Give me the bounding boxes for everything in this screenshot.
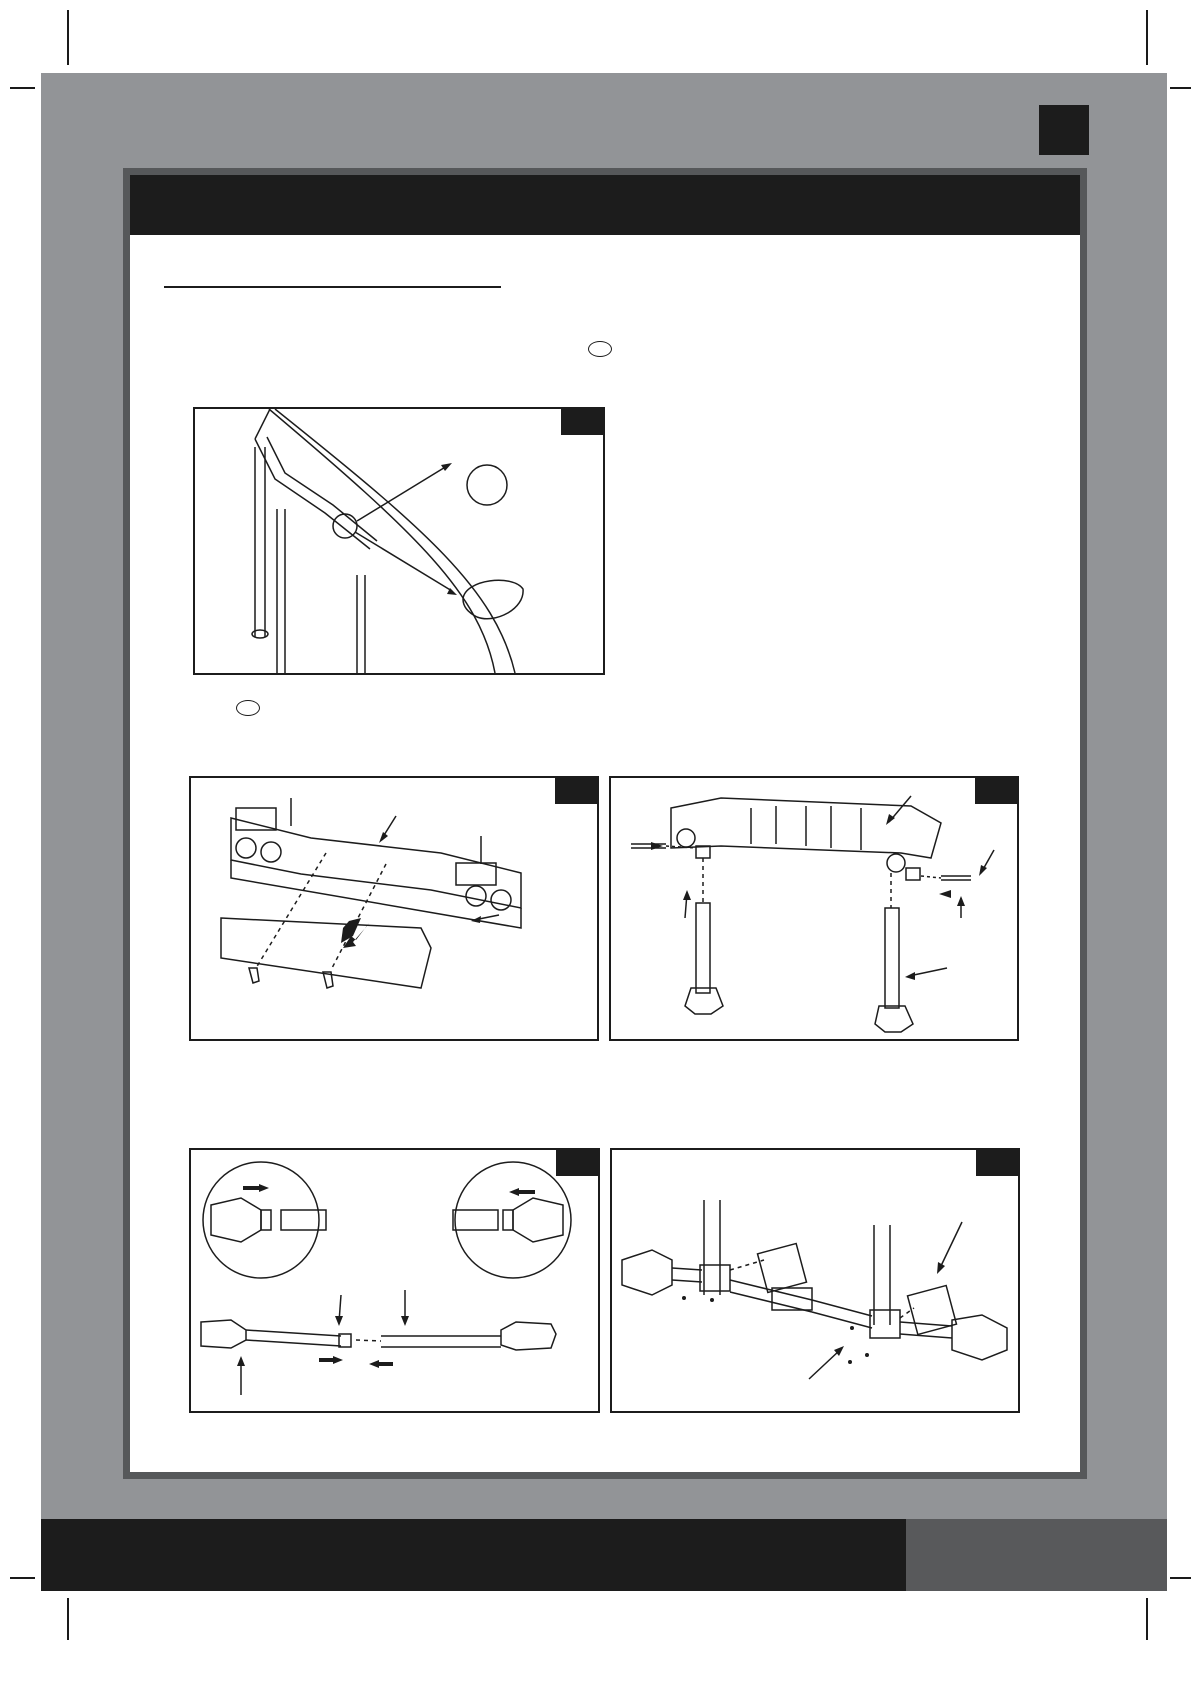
crop-mark-bottom-right-h: [1170, 1577, 1191, 1579]
figure-5-illustration: [612, 1150, 1018, 1411]
figure-3-illustration: [611, 778, 1017, 1039]
figure-2-illustration: [191, 778, 597, 1039]
instruction-step-3: [164, 1078, 664, 1098]
crop-mark-top-right-h: [1170, 87, 1191, 89]
footer-bar: [41, 1519, 906, 1591]
figure-1-illustration: [195, 409, 603, 673]
figure-5: [610, 1148, 1020, 1413]
crop-mark-top-right-v: [1146, 10, 1148, 65]
part-oval-icon-2: [236, 700, 260, 716]
instruction-step-1: [164, 338, 584, 358]
part-oval-icon: [588, 341, 612, 357]
figure-4: [189, 1148, 600, 1413]
crop-mark-top-left-h: [10, 87, 35, 89]
figure-3: [609, 776, 1019, 1041]
crop-mark-bottom-left-v: [67, 1598, 69, 1640]
crop-mark-bottom-right-v: [1146, 1598, 1148, 1640]
instruction-step-2: [164, 697, 224, 717]
page-number: [1039, 105, 1089, 155]
crop-mark-bottom-left-h: [10, 1577, 35, 1579]
footer-tab: [906, 1519, 1167, 1591]
section-title: [164, 252, 501, 288]
header-bar: [130, 175, 1080, 235]
figure-1: [193, 407, 605, 675]
figure-2: [189, 776, 599, 1041]
figure-4-illustration: [191, 1150, 598, 1411]
crop-mark-top-left-v: [67, 10, 69, 65]
